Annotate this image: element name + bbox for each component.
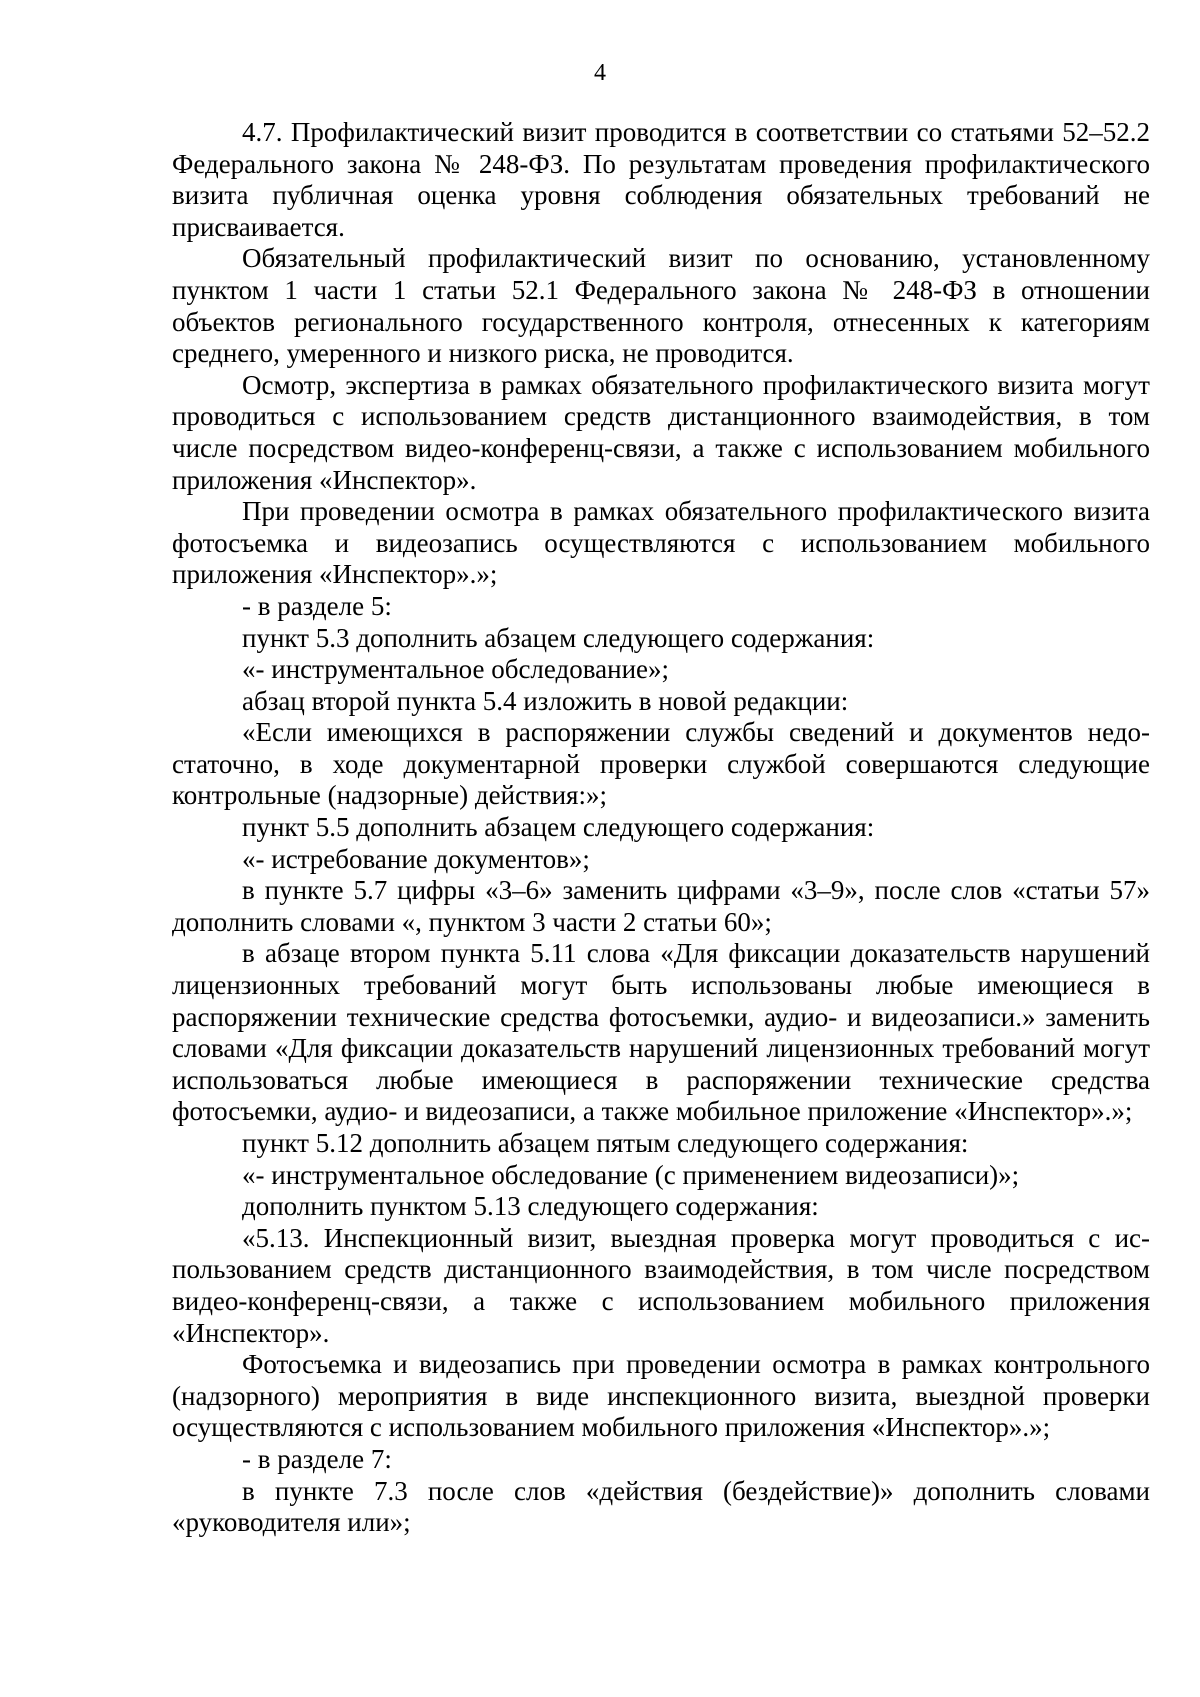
paragraph-section-7: - в разделе 7:	[242, 1443, 392, 1474]
paragraph-request-documents: «- истребование документов»;	[242, 843, 590, 874]
paragraph-mandatory-visit: Обязательный профилактический визит по основанию, установленному пунктом 1 части 1 статьи 52.1 Федерального закона № 248-ФЗ в отношении объектов регионального государственного контроля, отнесенных к категориям среднего, умеренного и низкого риска, не проводится.	[172, 243, 1150, 369]
page-number: 4	[594, 60, 606, 86]
paragraph-5-5: пункт 5.5 дополнить абзацем следующего содержания:	[242, 812, 875, 843]
paragraph-photo-video: При проведении осмотра в рамках обязательного профилактического визита фотосъемка и видеозапись осуществляются с использованием мобильного приложения «Инспектор».»;	[172, 496, 1150, 590]
paragraph-5-4: абзац второй пункта 5.4 изложить в новой редакции:	[242, 685, 849, 716]
paragraph-add-5-13: дополнить пунктом 5.13 следующего содержания:	[242, 1191, 819, 1222]
paragraph-instrumental-survey: «- инструментальное обследование»;	[242, 654, 670, 685]
paragraph-5-3: пункт 5.3 дополнить абзацем следующего содержания:	[242, 622, 875, 653]
paragraph-inspection-remote: Осмотр, экспертиза в рамках обязательного профилактического визита могут проводиться с использованием средств дистанционного взаимодействия, в том числе посредством видео-конференц-связи, а также с использованием мобильного приложения «Инспектор».	[172, 369, 1150, 495]
paragraph-5-11: в абзаце втором пункта 5.11 слова «Для фиксации доказательств нарушений лицензионных требований могут быть использованы любые имеющиеся в распоряжении технические средства фотосъемки, аудио- и видеозаписи.» заменить словами «Для фиксации доказательств нарушений лицензионных требований могут использоваться любые имеющиеся в распоряжении технические средства фотосъемки, аудио- и видеозаписи, а также мобильное приложение «Инспектор».»;	[172, 938, 1150, 1127]
paragraph-7-3: в пункте 7.3 после слов «действия (бездействие)» дополнить словами «руководителя или»;	[172, 1475, 1150, 1538]
paragraph-section-5: - в разделе 5:	[242, 590, 392, 621]
paragraph-4-7: 4.7. Профилактический визит проводится в соответствии со статьями 52–52.2 Федерального закона № 248-ФЗ. По результатам проведения профилактического визита публичная оценка уровня соблюдения обязательных требований не присваивается.	[172, 117, 1150, 242]
document-body	[172, 117, 1150, 1539]
paragraph-5-7: в пункте 5.7 цифры «3–6» заменить цифрами «3–9», после слов «статьи 57» дополнить словами «, пунктом 3 части 2 статьи 60»;	[172, 875, 1150, 937]
paragraph-documentary-check: «Если имеющихся в распоряжении службы сведений и документов недостаточно, в ходе документарной проверки службой совершаются следующие контрольные (надзорные) действия:»;	[172, 717, 1150, 811]
paragraph-photo-video-control: Фотосъемка и видеозапись при проведении осмотра в рамках контрольного (надзорного) мероприятия в виде инспекционного визита, выездной проверки осуществляются с использованием мобильного приложения «Инспектор».»;	[172, 1349, 1150, 1443]
paragraph-5-12: пункт 5.12 дополнить абзацем пятым следующего содержания:	[242, 1128, 969, 1158]
paragraph-5-13: «5.13. Инспекционный визит, выездная проверка могут проводиться с использованием средств дистанционного взаимодействия, в том числе посредством видео-конференц-связи, а также с использованием мобильного приложения «Инспектор».	[172, 1222, 1150, 1348]
paragraph-instrumental-video: «- инструментальное обследование (с применением видеозаписи)»;	[242, 1159, 1020, 1190]
